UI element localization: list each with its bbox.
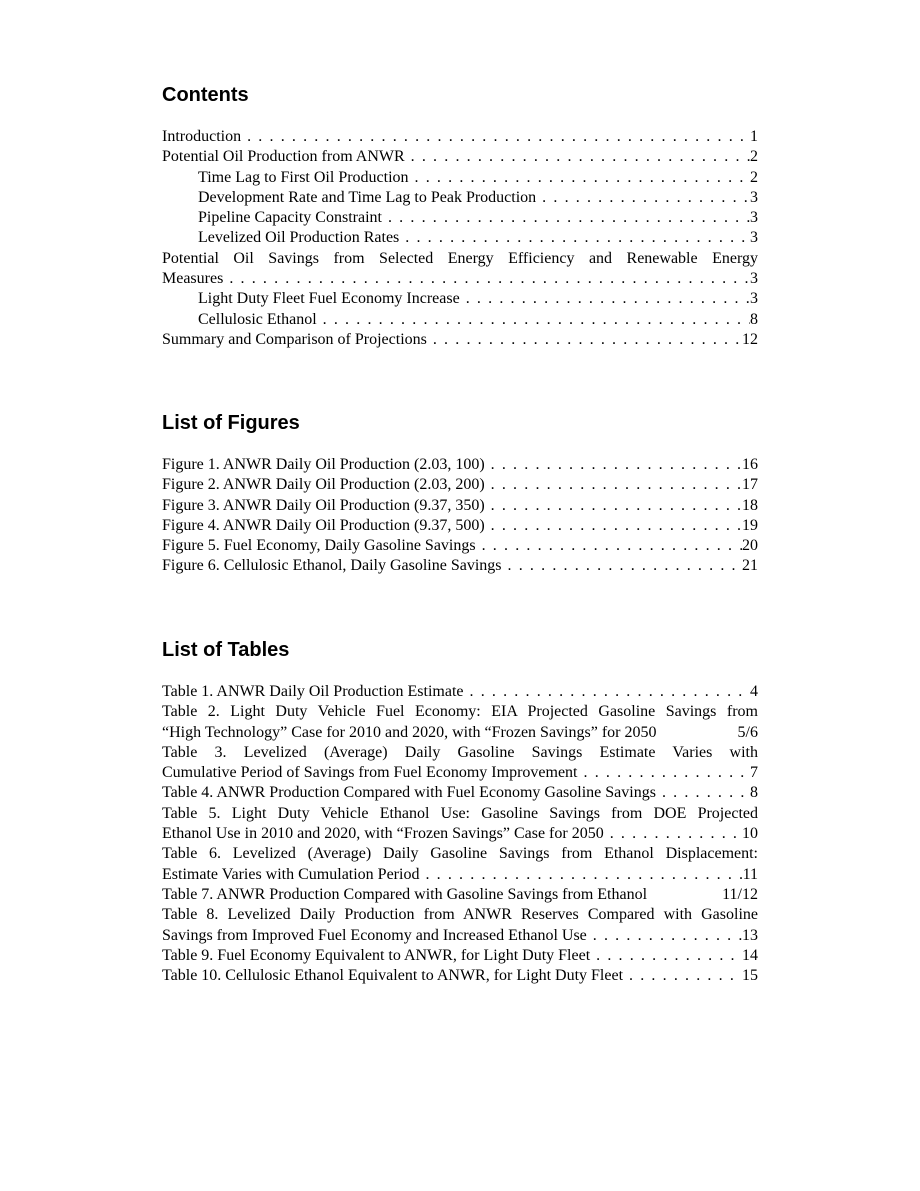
toc-entry[interactable]: Cellulosic Ethanol . . . 8 <box>162 310 758 330</box>
toc-entry[interactable]: Time Lag to First Oil Production . . . 2 <box>162 168 758 188</box>
toc-entry[interactable]: Development Rate and Time Lag to Peak Production . . . 3 <box>162 188 758 208</box>
figure-entry[interactable]: Figure 4. ANWR Daily Oil Production (9.37, 500) . . . 19 <box>162 516 758 536</box>
figure-entry[interactable]: Figure 5. Fuel Economy, Daily Gasoline Savings . . . 20 <box>162 536 758 556</box>
table-entry-multiline[interactable]: Table 6. Levelized (Average) Daily Gasoline Savings from Ethanol Displacement: Estimate Varies with Cumulation Period . . . 11 <box>162 844 758 885</box>
table-entry-multiline[interactable]: Table 8. Levelized Daily Production from ANWR Reserves Compared with Gasoline Savings from Improved Fuel Economy and Increased Ethanol Use . . . 13 <box>162 905 758 946</box>
table-entry-multiline[interactable]: Table 3. Levelized (Average) Daily Gasoline Savings Estimate Varies with Cumulative Period of Savings from Fuel Economy Improvement . . . 7 <box>162 743 758 784</box>
table-entry-multiline[interactable]: Table 2. Light Duty Vehicle Fuel Economy: EIA Projected Gasoline Savings from “High Technology” Case for 2010 and 2020, with “Frozen Savings” for 2050 5/6 <box>162 703 758 741</box>
contents-list <box>162 127 758 350</box>
table-entry[interactable]: Table 7. ANWR Production Compared with Gasoline Savings from Ethanol 11/12 <box>162 885 758 903</box>
table-entry[interactable]: Table 10. Cellulosic Ethanol Equivalent to ANWR, for Light Duty Fleet . . . 15 <box>162 966 758 986</box>
table-entry-multiline[interactable]: Table 5. Light Duty Vehicle Ethanol Use: Gasoline Savings from DOE Projected Ethanol Use in 2010 and 2020, with “Frozen Savings” Case for 2050 . . . 10 <box>162 804 758 845</box>
toc-entry[interactable]: Pipeline Capacity Constraint . . . 3 <box>162 208 758 228</box>
figure-entry[interactable]: Figure 6. Cellulosic Ethanol, Daily Gasoline Savings . . . 21 <box>162 556 758 576</box>
figures-heading: List of Figures <box>162 412 300 434</box>
toc-entry[interactable]: Summary and Comparison of Projections . . . 12 <box>162 330 758 350</box>
table-entry[interactable]: Table 9. Fuel Economy Equivalent to ANWR, for Light Duty Fleet . . . 14 <box>162 946 758 966</box>
contents-heading: Contents <box>162 84 249 106</box>
figure-entry[interactable]: Figure 2. ANWR Daily Oil Production (2.03, 200) . . . 17 <box>162 475 758 495</box>
table-entry[interactable]: Table 4. ANWR Production Compared with Fuel Economy Gasoline Savings . . . 8 <box>162 783 758 803</box>
toc-entry[interactable]: Light Duty Fleet Fuel Economy Increase . . . 3 <box>162 289 758 309</box>
table-entry[interactable]: Table 1. ANWR Daily Oil Production Estimate . . . 4 <box>162 682 758 702</box>
figure-entry[interactable]: Figure 1. ANWR Daily Oil Production (2.03, 100) . . . 16 <box>162 455 758 475</box>
figures-list <box>162 455 758 577</box>
tables-heading: List of Tables <box>162 639 290 661</box>
figure-entry[interactable]: Figure 3. ANWR Daily Oil Production (9.37, 350) . . . 18 <box>162 496 758 516</box>
tables-list <box>162 682 758 986</box>
toc-entry[interactable]: Levelized Oil Production Rates . . . 3 <box>162 228 758 248</box>
toc-entry[interactable]: Introduction . . . 1 <box>162 127 758 147</box>
toc-entry[interactable]: Potential Oil Production from ANWR . . . 2 <box>162 147 758 167</box>
toc-entry-multiline[interactable]: Potential Oil Savings from Selected Energy Efficiency and Renewable Energy Measures . . . 3 <box>162 249 758 290</box>
